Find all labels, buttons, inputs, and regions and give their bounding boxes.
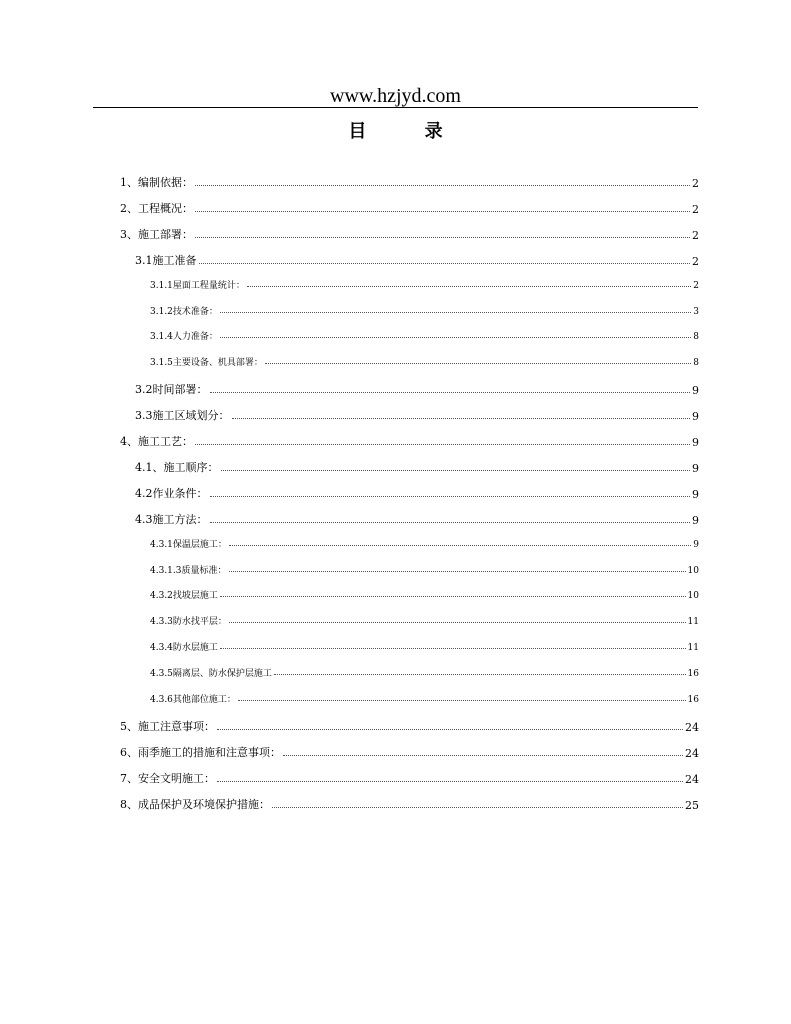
toc-entry[interactable] [150,666,699,679]
toc-entry[interactable] [135,511,699,527]
toc-entry[interactable] [150,563,699,576]
toc-entry-page: 10 [687,565,699,576]
toc-entry[interactable] [135,407,699,423]
toc-entry-label: 4.3.4防水层施工 [150,643,218,654]
toc-entry-label: 8、成品保护及环境保护措施： [120,797,270,811]
toc-entry-page: 8 [693,358,699,369]
toc-entry[interactable] [135,485,699,501]
toc-leader-dots [232,418,691,419]
toc-entry-page: 9 [692,487,699,501]
toc-entry-page: 2 [692,177,699,190]
toc-entry[interactable] [120,174,699,190]
header-rule [93,107,698,108]
toc-entry-page: 24 [685,772,699,786]
header-url: www.hzjyd.com [330,85,461,107]
toc-entry[interactable] [150,537,699,550]
toc-leader-dots [221,470,691,471]
toc-entry[interactable] [120,796,699,812]
toc-leader-dots [229,622,686,623]
toc-leader-dots [217,781,683,782]
toc-entry[interactable] [120,200,699,216]
toc-entry-label: 4.3.1保温层施工： [150,539,227,550]
toc-leader-dots [210,496,691,497]
toc-entry-page: 10 [687,591,699,602]
toc-entry[interactable] [150,304,699,317]
toc-entry-page: 9 [692,513,699,527]
toc-entry-label: 3.2时间部署： [135,383,208,397]
toc-entry[interactable] [135,252,699,268]
toc-entry-page: 2 [693,280,699,291]
toc-entry-label: 4.3施工方法： [135,512,208,526]
toc-leader-dots [274,674,686,675]
toc-leader-dots [220,648,686,649]
toc-entry-label: 4、施工工艺： [120,435,193,448]
toc-entry-page: 9 [693,539,699,550]
toc-entry-label: 4.2作业条件： [135,486,208,500]
toc-entry-label: 5、施工注意事项： [120,719,215,733]
toc-leader-dots [199,263,691,264]
toc-entry-page: 8 [693,332,699,343]
toc-entry[interactable] [150,614,699,627]
toc-leader-dots [210,522,691,523]
toc-entry-label: 7、安全文明施工： [120,771,215,785]
toc-entry-label: 4.3.3防水找平层： [150,617,227,628]
toc-entry[interactable] [120,770,699,786]
toc-entry-label: 3.1.5主要设备、机具部署： [150,358,263,369]
toc-entry[interactable] [120,226,699,242]
toc-leader-dots [220,337,691,338]
toc-leader-dots [210,392,691,393]
toc-title: 目 录 [348,121,469,142]
toc-entry-page: 25 [685,798,699,812]
toc-entry-page: 9 [692,410,699,424]
toc-entry-label: 3.1施工准备 [135,253,197,267]
toc-leader-dots [229,571,686,572]
toc-leader-dots [238,700,686,701]
toc-entry-page: 2 [692,202,699,216]
toc-entry[interactable] [120,718,699,734]
toc-entry[interactable] [120,744,699,760]
toc-entry-page: 9 [692,436,699,449]
toc-leader-dots [229,545,691,546]
toc-entry[interactable] [120,433,699,449]
toc-entry-label: 1、编制依据： [120,176,193,189]
toc-entry-label: 3.1.4人力准备： [150,332,218,343]
toc-entry-page: 9 [692,384,699,398]
toc-entry-label: 6、雨季施工的措施和注意事项： [120,745,281,759]
toc-entry-page: 2 [692,228,699,242]
toc-entry-label: 2、工程概况： [120,201,193,215]
toc-entry-label: 4.1、施工顺序： [135,460,219,474]
toc-leader-dots [195,237,690,238]
toc-entry[interactable] [150,588,699,601]
toc-leader-dots [247,286,691,287]
toc-entry-page: 16 [687,695,699,705]
toc-entry-page: 9 [692,461,699,475]
toc-entry-label: 4.3.6其他部位施工： [150,695,236,705]
toc-leader-dots [283,755,683,756]
toc-entry-label: 3.1.1屋面工程量统计： [150,280,245,291]
toc-entry-label: 3.1.2技术准备： [150,306,218,317]
toc-entry[interactable] [150,355,699,368]
toc-entry-page: 2 [692,254,699,268]
toc-leader-dots [195,185,690,186]
toc-entry-page: 24 [685,746,699,760]
toc-leader-dots [265,363,691,364]
toc-entry[interactable] [150,329,699,342]
toc-entry-page: 24 [685,720,699,734]
toc-leader-dots [195,444,690,445]
toc-entry[interactable] [135,381,699,397]
toc-entry-label: 4.3.1.3质量标准： [150,565,227,576]
toc-entry-label: 4.3.2找坡层施工 [150,591,218,602]
toc-entry-label: 4.3.5隔离层、防水保护层施工 [150,669,272,680]
toc-entry-page: 11 [687,643,699,654]
toc-entry[interactable] [150,278,699,291]
toc-entry[interactable] [135,459,699,475]
toc-leader-dots [217,729,683,730]
toc-entry-page: 3 [693,306,699,317]
toc-leader-dots [220,596,686,597]
toc-leader-dots [272,807,683,808]
toc-entry-page: 16 [687,669,699,680]
toc-leader-dots [220,312,691,313]
toc-entry-label: 3、施工部署： [120,227,193,241]
toc-entry[interactable] [150,692,699,705]
toc-entry-label: 3.3施工区域划分： [135,409,230,423]
toc-leader-dots [195,211,690,212]
toc-entry-page: 11 [687,617,699,628]
toc-entry[interactable] [150,640,699,653]
